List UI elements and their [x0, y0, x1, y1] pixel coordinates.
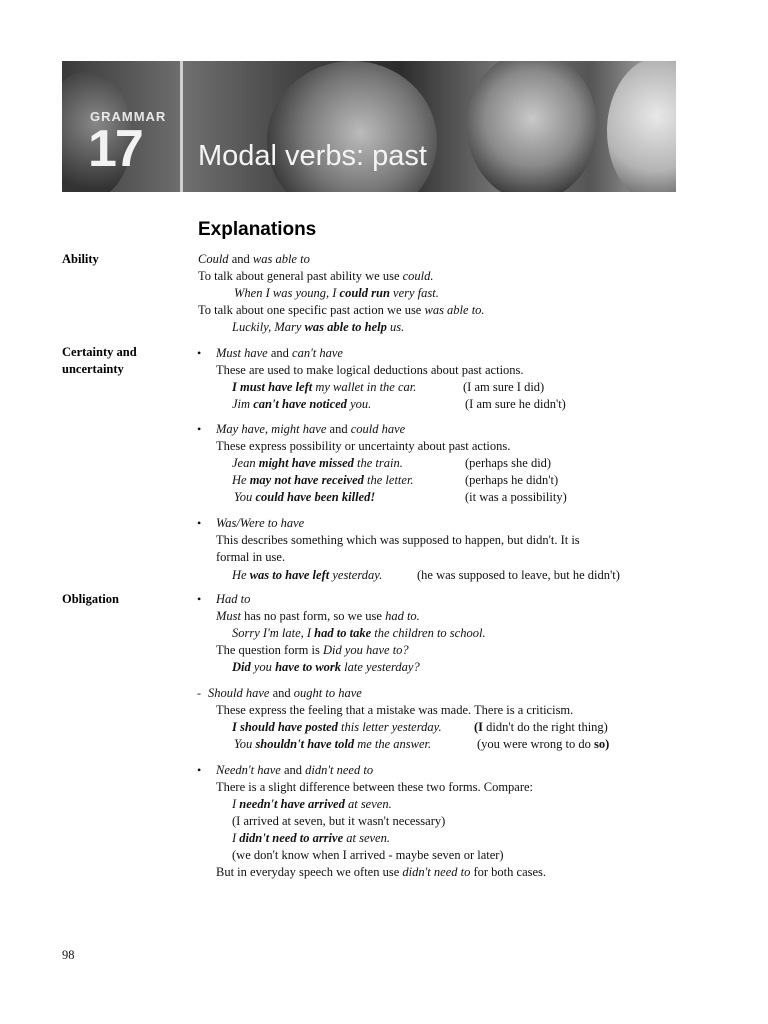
obligation-b3-example-2: I didn't need to arrive at seven.: [232, 831, 390, 845]
obligation-b1-desc: Must has no past form, so we use had to.: [216, 609, 420, 623]
bullet-icon: •: [197, 763, 202, 777]
unit-title: Modal verbs: past: [198, 140, 427, 172]
obligation-b1-question: The question form is Did you have to?: [216, 643, 409, 657]
banner-divider: [180, 61, 183, 192]
certainty-b1-desc: These are used to make logical deductions about past actions.: [216, 363, 524, 377]
certainty-b3-title: Was/Were to have: [216, 516, 305, 530]
certainty-b2-desc: These express possibility or uncertainty about past actions.: [216, 439, 511, 453]
obligation-b3-last-line: But in everyday speech we often use didn't need to for both cases.: [216, 865, 547, 879]
unit-number: 17: [88, 120, 142, 178]
certainty-b3-example-1: He was to have left yesterday.: [232, 568, 383, 582]
explanations-heading: Explanations: [198, 219, 317, 240]
obligation-b2-desc: These express the feeling that a mistake was made. There is a criticism.: [216, 703, 574, 717]
certainty-b1-title: Must have and can't have: [216, 346, 343, 360]
obligation-b2-note-2: (you were wrong to do so): [477, 737, 610, 751]
obligation-b3-example-1: I needn't have arrived at seven.: [232, 797, 392, 811]
banner-photo-person-3: [467, 61, 597, 192]
obligation-b2-note-1: (I didn't do the right thing): [474, 720, 608, 734]
page-number: 98: [62, 948, 75, 962]
obligation-b2-example-1: I should have posted this letter yesterday.: [232, 720, 442, 734]
certainty-b3-desc-1: This describes something which was supposed to happen, but didn't. It is: [216, 533, 580, 547]
dash-icon: -: [197, 686, 201, 700]
certainty-b2-note-2: (perhaps he didn't): [465, 473, 559, 487]
bullet-icon: •: [197, 516, 202, 530]
section-label-certainty: Certainty and uncertainty: [62, 345, 137, 376]
ability-line-2: To talk about general past ability we use could.: [198, 269, 434, 283]
ability-example-1: When I was young, I could run very fast.: [234, 286, 439, 300]
obligation-b2-title: Should have and ought to have: [208, 686, 362, 700]
chapter-banner: [62, 61, 676, 192]
certainty-b1-note-1: (I am sure I did): [463, 380, 545, 394]
certainty-b1-example-2: Jim can't have noticed you.: [232, 397, 372, 411]
obligation-b3-title: Needn't have and didn't need to: [216, 763, 374, 777]
certainty-b2-note-3: (it was a possibility): [465, 490, 567, 504]
certainty-b2-note-1: (perhaps she did): [465, 456, 552, 470]
certainty-b3-note-1: (he was supposed to leave, but he didn't): [417, 568, 620, 582]
obligation-b3-explanation-2: (we don't know when I arrived - maybe seven or later): [232, 848, 504, 862]
certainty-b2-example-3: You could have been killed!: [234, 490, 376, 504]
certainty-b2-example-1: Jean might have missed the train.: [232, 456, 403, 470]
obligation-b1-title: Had to: [216, 592, 251, 606]
certainty-b3-desc-2: formal in use.: [216, 550, 286, 564]
ability-example-2: Luckily, Mary was able to help us.: [232, 320, 405, 334]
bullet-icon: •: [197, 346, 202, 360]
obligation-b3-desc: There is a slight difference between these two forms. Compare:: [216, 780, 534, 794]
ability-line-1: Could and was able to: [198, 252, 310, 266]
certainty-b1-example-1: I must have left my wallet in the car.: [232, 380, 417, 394]
obligation-b3-explanation-1: (I arrived at seven, but it wasn't necessary): [232, 814, 446, 828]
certainty-b1-note-2: (I am sure he didn't): [465, 397, 566, 411]
obligation-b2-example-2: You shouldn't have told me the answer.: [234, 737, 432, 751]
certainty-b2-example-2: He may not have received the letter.: [232, 473, 414, 487]
section-label-ability: Ability: [62, 252, 99, 266]
ability-line-4: To talk about one specific past action we use was able to.: [198, 303, 485, 317]
grammar-label: GRAMMAR: [90, 109, 167, 124]
bullet-icon: •: [197, 592, 202, 606]
certainty-b2-title: May have, might have and could have: [216, 422, 406, 436]
bullet-icon: •: [197, 422, 202, 436]
obligation-b1-example-1: Sorry I'm late, I had to take the children to school.: [232, 626, 486, 640]
section-label-obligation: Obligation: [62, 592, 119, 606]
obligation-b1-example-2: Did you have to work late yesterday?: [232, 660, 420, 674]
banner-photo-person-4: [607, 61, 676, 192]
